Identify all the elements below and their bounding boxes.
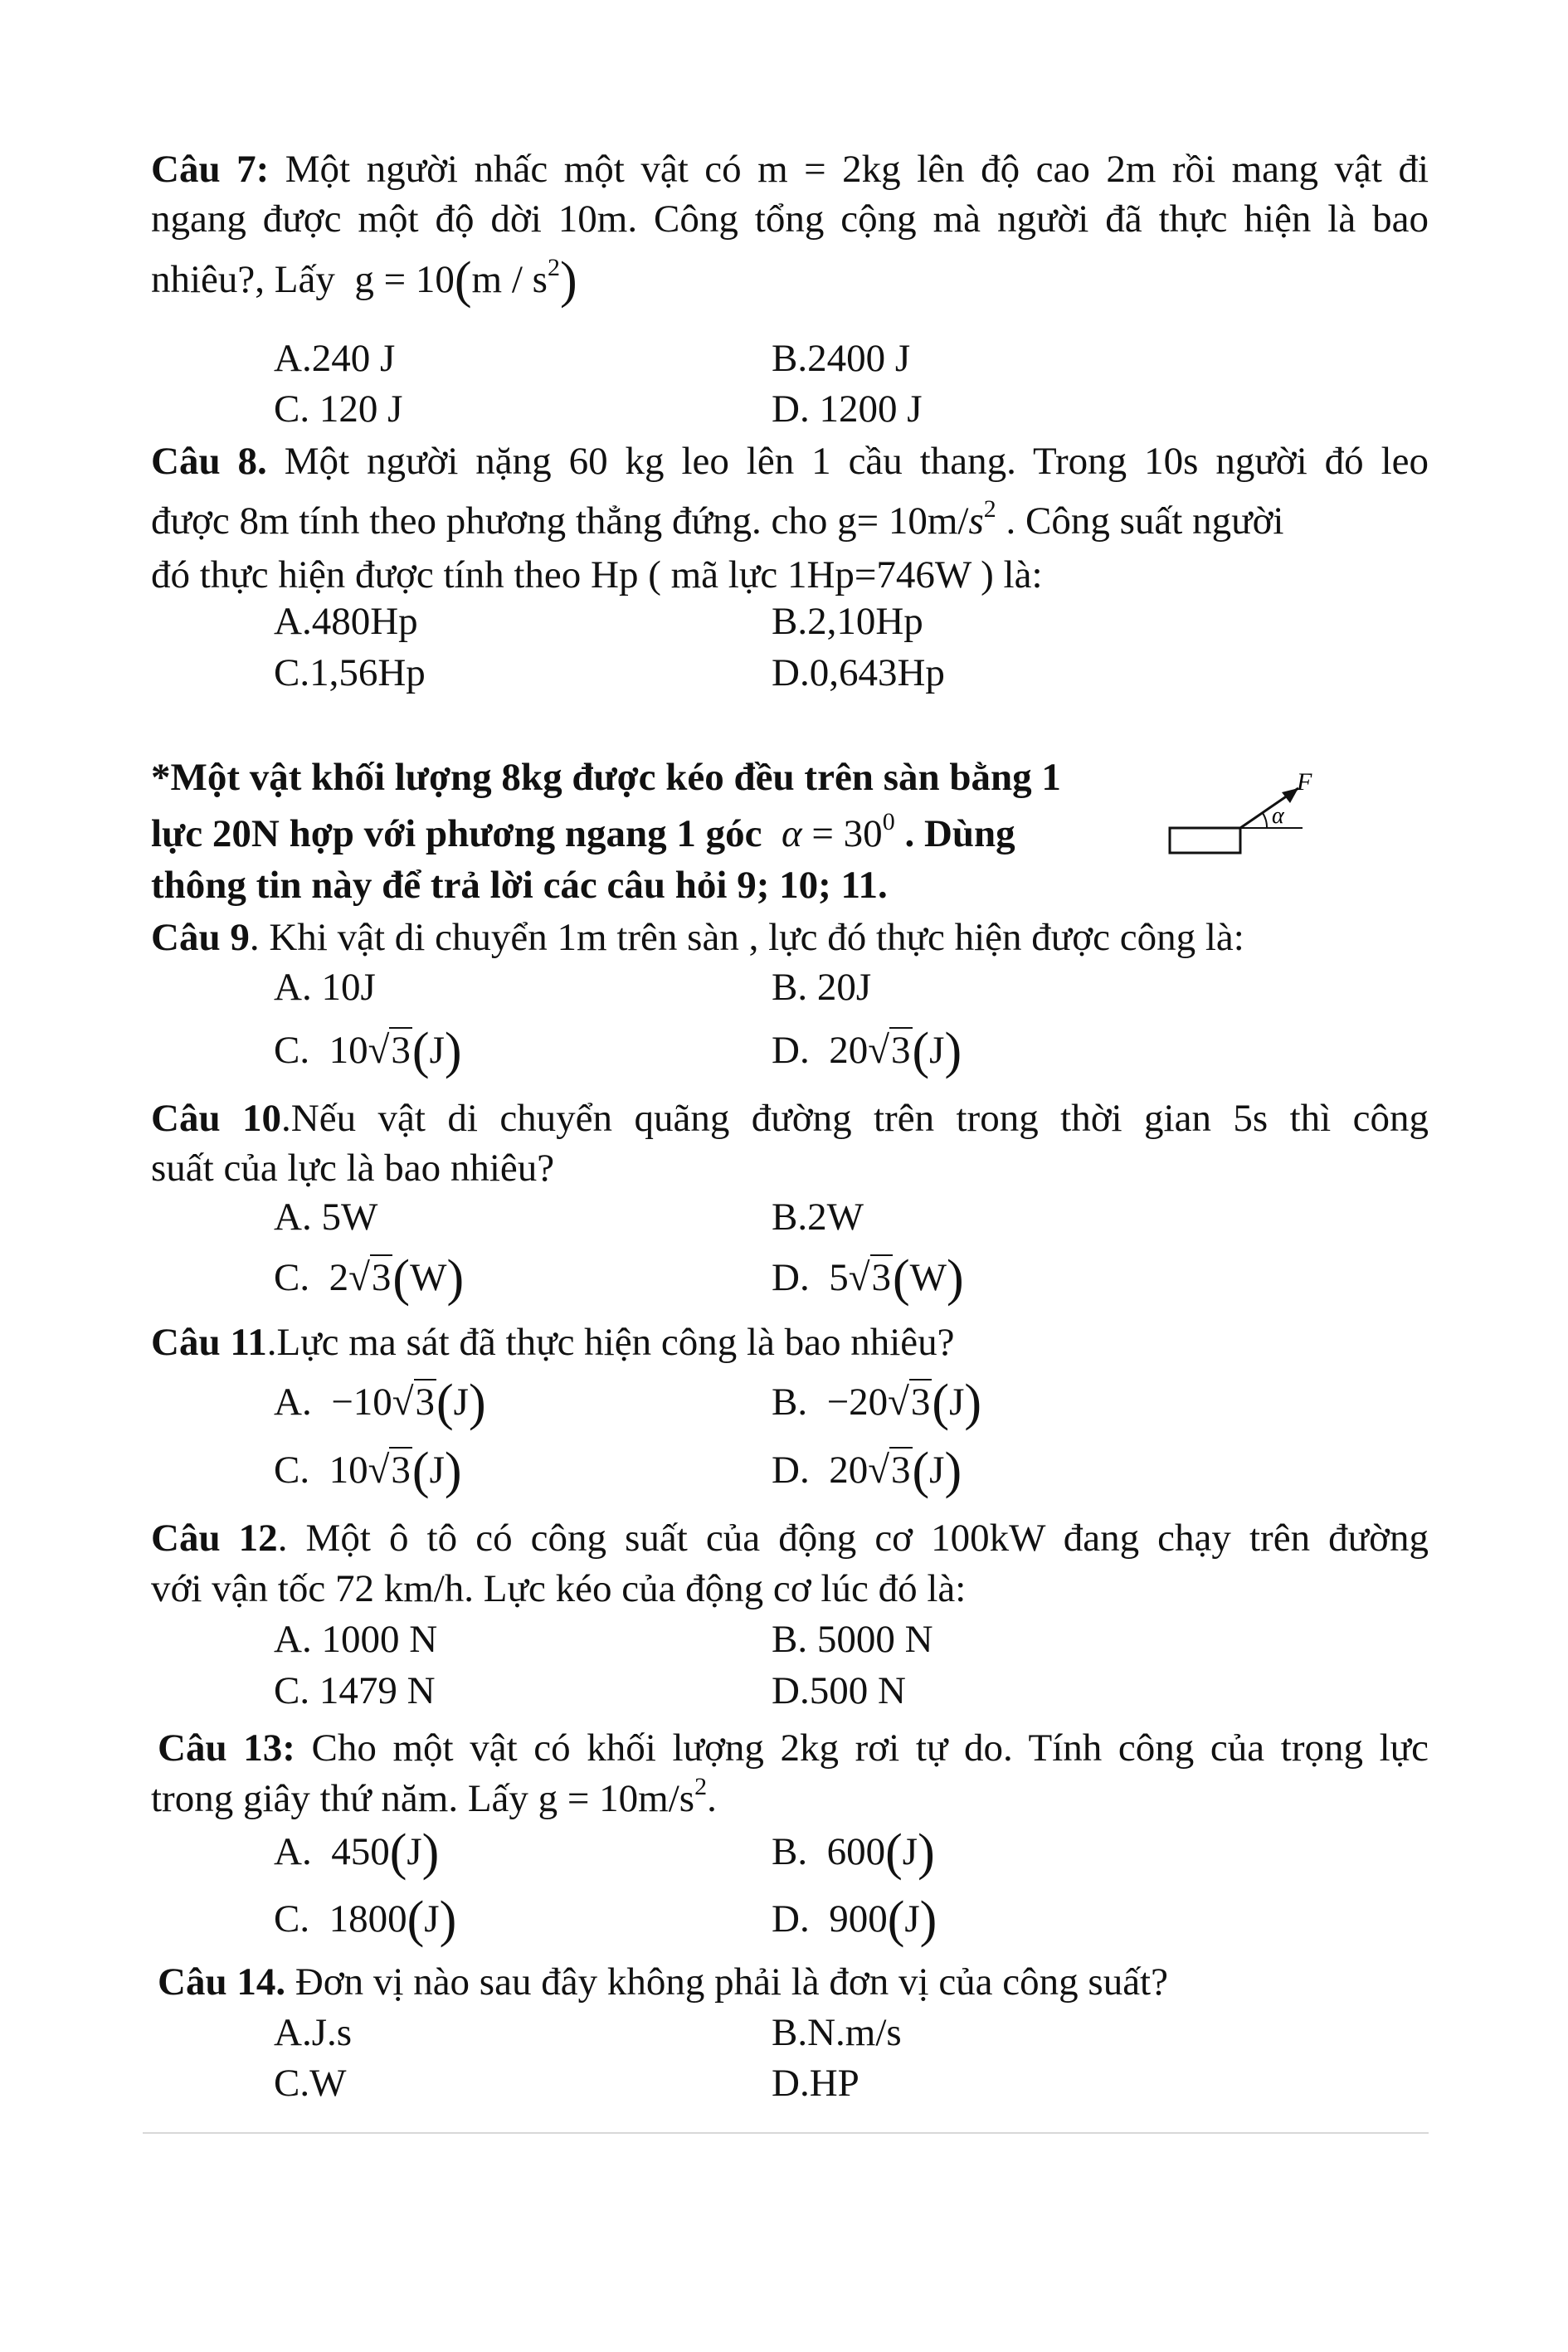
q12-line-2: với vận tốc 72 km/h. Lực kéo của động cơ lúc đó là:: [151, 1567, 967, 1610]
q9-label: Câu 9: [151, 916, 250, 959]
q11-c-unit: J: [429, 1449, 445, 1492]
q12-line-1: [151, 1512, 1429, 1565]
page-footer-divider: [143, 2132, 1429, 2134]
q13-option-d[interactable]: D. 900(J): [772, 1892, 937, 1948]
sqrt-icon: √3: [368, 1029, 411, 1072]
q10-c-prefix: C.: [274, 1256, 310, 1299]
q11-d-unit: J: [929, 1449, 945, 1492]
q13-option-c[interactable]: C. 1800(J): [274, 1892, 457, 1948]
sqrt-icon: √3: [868, 1449, 911, 1492]
q11-option-a[interactable]: A. −10√3(J): [274, 1375, 486, 1431]
q13-line-2: [151, 1772, 1429, 1825]
q10-label: Câu 10: [151, 1097, 282, 1140]
q7-text-3: nhiêu?, Lấy: [151, 258, 335, 301]
q11-label: Câu 11: [151, 1321, 267, 1364]
q9-c-rad: 3: [391, 1029, 411, 1072]
q12-option-c[interactable]: C. 1479 N: [274, 1669, 436, 1712]
q14-option-b[interactable]: B.N.m/s: [772, 2011, 902, 2054]
q10-d-coef: 5: [829, 1256, 849, 1299]
q13-c-val: 1800: [329, 1897, 407, 1941]
q13-exp: 2: [694, 1773, 708, 1800]
q8-option-a[interactable]: A.480Hp: [274, 600, 418, 643]
q10-d-rad: 3: [871, 1256, 891, 1299]
q8-line-3: đó thực hiện được tính theo Hp ( mã lực 1Hp=746W ) là:: [151, 553, 1043, 597]
q9-c-coef: 10: [329, 1029, 368, 1072]
q11-c-rad: 3: [391, 1449, 411, 1492]
q7-label: Câu 7:: [151, 148, 270, 191]
q8-option-d[interactable]: D.0,643Hp: [772, 651, 945, 694]
q9-text: . Khi vật di chuyển 1m trên sàn , lực đó thực hiện được công là:: [249, 916, 1244, 959]
q11-b-coef: −20: [826, 1381, 889, 1424]
force-diagram: [1166, 772, 1315, 863]
q13-option-a[interactable]: A. 450(J): [274, 1824, 440, 1881]
q9-d-rad: 3: [891, 1029, 911, 1072]
q10-c-rad: 3: [371, 1256, 392, 1299]
q11-a-rad: 3: [415, 1381, 436, 1424]
q9-option-b[interactable]: B. 20J: [772, 966, 872, 1009]
q13-a-unit: J: [407, 1830, 422, 1873]
q8-text-1: Một người nặng 60 kg leo lên 1 cầu thang. Trong 10s người đó leo: [284, 440, 1429, 483]
q11-b-rad: 3: [910, 1381, 931, 1424]
q13-b-val: 600: [826, 1830, 886, 1873]
q9-line-1: [151, 911, 1429, 964]
q10-d-unit: W: [909, 1256, 947, 1299]
q13-d-prefix: D.: [772, 1897, 810, 1941]
q8-exp: 2: [983, 495, 996, 523]
q11-a-coef: −10: [331, 1381, 392, 1424]
q7-option-d[interactable]: D. 1200 J: [772, 387, 923, 431]
sqrt-icon: √3: [392, 1381, 436, 1424]
q14-label: Câu 14.: [158, 1960, 286, 2004]
q11-a-unit: J: [453, 1381, 469, 1424]
q13-label: Câu 13:: [158, 1726, 295, 1770]
q14-option-a[interactable]: A.J.s: [274, 2011, 353, 2054]
shared-line-1: *Một vật khối lượng 8kg được kéo đều trên sàn bằng 1: [151, 756, 1061, 799]
q11-d-prefix: D.: [772, 1449, 810, 1492]
q7-formula-lhs: g = 10: [354, 258, 455, 301]
q14-line-1: [158, 1955, 1435, 2009]
shared-alpha: α: [782, 812, 802, 855]
q8-text-2a: được 8m tính theo phương thẳng đứng. cho g= 10m/: [151, 499, 969, 543]
sqrt-icon: √3: [848, 1256, 891, 1299]
q8-line-2: [151, 494, 1429, 548]
shared-exp: 0: [882, 808, 895, 835]
angle-arc: [1263, 813, 1267, 828]
q12-option-b[interactable]: B. 5000 N: [772, 1618, 933, 1661]
force-label: F: [1297, 772, 1312, 796]
q8-s: s: [968, 499, 984, 543]
angle-label: α: [1272, 803, 1284, 829]
block-shape: [1170, 828, 1240, 853]
q7-option-a[interactable]: A.240 J: [274, 337, 396, 380]
q11-line-1: [151, 1316, 1429, 1369]
q8-option-c[interactable]: C.1,56Hp: [274, 651, 426, 694]
q10-option-d[interactable]: D. 5√3(W): [772, 1250, 964, 1307]
sqrt-icon: √3: [868, 1029, 911, 1072]
q11-option-d[interactable]: D. 20√3(J): [772, 1443, 962, 1499]
sqrt-icon: √3: [348, 1256, 392, 1299]
q8-text-2b: . Công suất người: [996, 499, 1284, 543]
force-arrowhead: [1282, 788, 1298, 803]
shared-text-2b: . Dùng: [894, 812, 1015, 855]
q10-d-prefix: D.: [772, 1256, 810, 1299]
q13-b-unit: J: [902, 1830, 918, 1873]
q8-line-1: [151, 435, 1429, 488]
q7-formula-exp: 2: [547, 254, 560, 281]
q11-b-unit: J: [949, 1381, 965, 1424]
q10-option-c[interactable]: C. 2√3(W): [274, 1250, 465, 1307]
q9-c-unit: J: [429, 1029, 445, 1072]
q9-option-d[interactable]: D. 20√3(J): [772, 1023, 962, 1079]
q9-d-unit: J: [929, 1029, 945, 1072]
q13-c-unit: J: [424, 1897, 440, 1941]
q7-line-3: [151, 253, 1429, 307]
q10-line-1: [151, 1092, 1429, 1145]
q11-option-c[interactable]: C. 10√3(J): [274, 1443, 462, 1499]
q13-text-1: Cho một vật có khối lượng 2kg rơi tự do. Tính công của trọng lực: [295, 1726, 1429, 1770]
q8-label: Câu 8.: [151, 440, 267, 483]
q9-option-a[interactable]: A. 10J: [274, 966, 376, 1009]
shared-text-2a: lực 20N hợp với phương ngang 1 góc: [151, 812, 762, 855]
q13-d-unit: J: [904, 1897, 920, 1941]
q7-option-b[interactable]: B.2400 J: [772, 337, 911, 380]
q13-option-b[interactable]: B. 600(J): [772, 1824, 935, 1881]
sqrt-icon: √3: [368, 1449, 411, 1492]
q13-text-2b: .: [707, 1777, 717, 1820]
sqrt-icon: √3: [888, 1381, 931, 1424]
q7-formula: $g = 10(m / s^2)$: [354, 252, 577, 309]
q7-text-1: Một người nhấc một vật có m = 2kg lên độ cao 2m rồi mang vật đi: [285, 148, 1429, 191]
q14-option-c[interactable]: C.W: [274, 2062, 347, 2105]
shared-line-3: thông tin này để trả lời các câu hỏi 9; 10; 11.: [151, 864, 888, 907]
shared-eq: = 30: [801, 812, 883, 855]
q12-option-a[interactable]: A. 1000 N: [274, 1618, 438, 1661]
q7-line-2: ngang được một độ dời 10m. Công tổng cộng mà người đã thực hiện là bao: [151, 197, 1429, 241]
q11-option-b[interactable]: B. −20√3(J): [772, 1375, 982, 1431]
q10-option-b[interactable]: B.2W: [772, 1195, 864, 1239]
q7-formula-unit: m / s: [471, 258, 548, 301]
q10-c-coef: 2: [329, 1256, 349, 1299]
shared-line-2: [151, 807, 1122, 860]
q10-text-1: .Nếu vật di chuyển quãng đường trên trong thời gian 5s thì công: [281, 1097, 1429, 1140]
q13-c-prefix: C.: [274, 1897, 310, 1941]
q11-c-prefix: C.: [274, 1449, 310, 1492]
q11-text: .Lực ma sát đã thực hiện công là bao nhiêu?: [266, 1321, 955, 1364]
q14-option-d[interactable]: D.HP: [772, 2062, 859, 2105]
q10-c-unit: W: [410, 1256, 447, 1299]
q13-d-val: 900: [829, 1897, 888, 1941]
q11-d-rad: 3: [891, 1449, 911, 1492]
q10-option-a[interactable]: A. 5W: [274, 1195, 378, 1239]
q13-a-prefix: A.: [274, 1830, 312, 1873]
q7-option-c[interactable]: C. 120 J: [274, 387, 403, 431]
q12-text-1: . Một ô tô có công suất của động cơ 100kW đang chạy trên đường: [277, 1517, 1429, 1560]
q13-a-val: 450: [331, 1830, 390, 1873]
q13-b-prefix: B.: [772, 1830, 808, 1873]
q13-text-2a: trong giây thứ năm. Lấy g = 10m/s: [151, 1777, 695, 1820]
q9-option-c[interactable]: C. 10√3(J): [274, 1023, 462, 1079]
q13-line-1: [158, 1721, 1429, 1775]
q11-b-prefix: B.: [772, 1381, 808, 1424]
q10-line-2: suất của lực là bao nhiêu?: [151, 1147, 555, 1190]
q7-line-1: [151, 143, 1429, 196]
q12-label: Câu 12: [151, 1517, 278, 1560]
q12-option-d[interactable]: D.500 N: [772, 1669, 906, 1712]
q11-d-coef: 20: [829, 1449, 869, 1492]
q11-c-coef: 10: [329, 1449, 368, 1492]
q9-c-prefix: C.: [274, 1029, 310, 1072]
q14-text: Đơn vị nào sau đây không phải là đơn vị của công suất?: [285, 1960, 1168, 2004]
q8-option-b[interactable]: B.2,10Hp: [772, 600, 923, 643]
q11-a-prefix: A.: [274, 1381, 312, 1424]
q9-d-prefix: D.: [772, 1029, 810, 1072]
q9-d-coef: 20: [829, 1029, 869, 1072]
